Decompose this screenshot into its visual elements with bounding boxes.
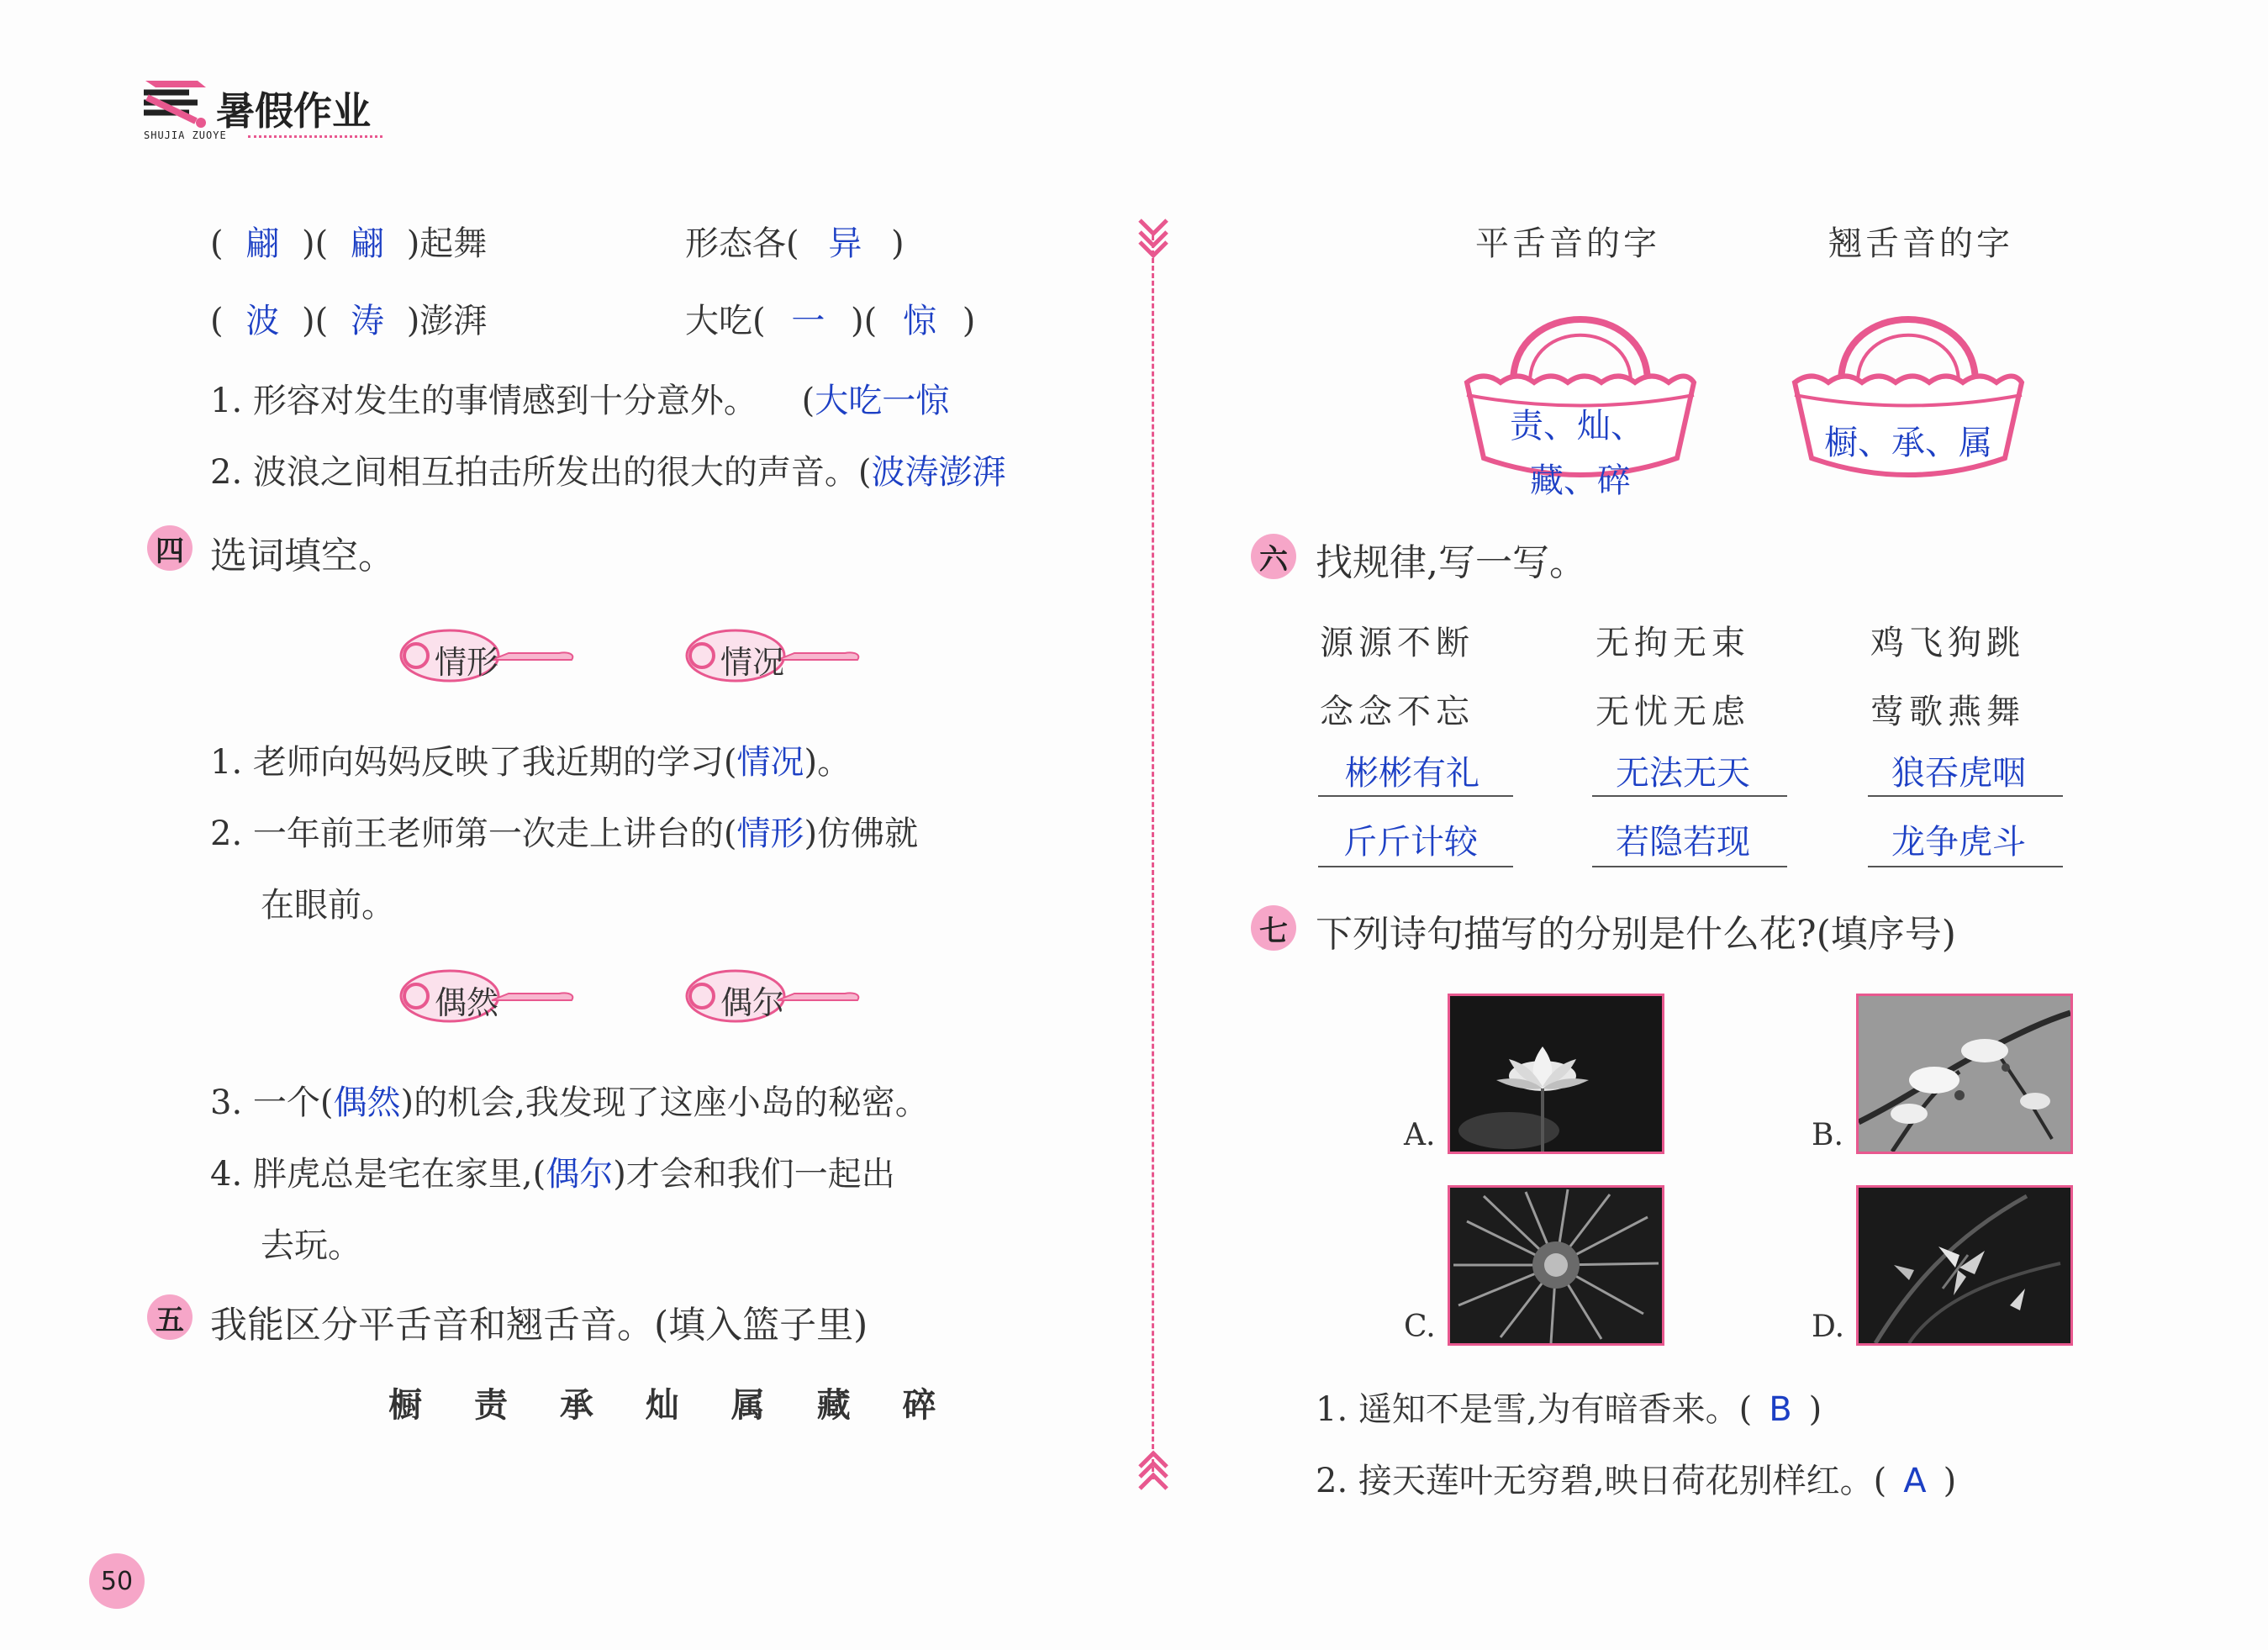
answer-underline — [1318, 866, 1513, 867]
option-label-c: C. — [1404, 1310, 1436, 1344]
answer-idiom: 龙争虎斗 — [1891, 823, 2026, 862]
divider-arrow-bottom-icon — [1137, 1450, 1170, 1492]
character: 藏 — [816, 1386, 851, 1425]
example-idiom: 念念不忘 — [1320, 693, 1474, 731]
answer-text: 偶然 — [333, 1083, 401, 1122]
word-option: 情形 — [435, 644, 499, 681]
example-idiom: 鸡飞狗跳 — [1870, 624, 2025, 662]
answer-text: 异 — [828, 224, 862, 263]
answer-text: 翩 — [245, 224, 280, 263]
answer-text: 大吃一惊 — [815, 382, 950, 420]
example-idiom: 无拘无束 — [1596, 624, 1750, 662]
character: 属 — [731, 1386, 765, 1425]
word-option: 偶尔 — [720, 984, 785, 1021]
section-4-question-2-cont: 在眼前。 — [261, 886, 395, 925]
idiom-row-1a: ( 翩 )( 翩 )起舞 — [210, 224, 488, 263]
word-bubble-ouran — [399, 967, 584, 1025]
answer-idiom: 斤斤计较 — [1343, 823, 1478, 862]
basket-flat-line-1: 责、灿、 — [1510, 407, 1644, 445]
option-label-a: A. — [1404, 1118, 1436, 1152]
orchid-icon — [1859, 1188, 2070, 1343]
answer-text: 翩 — [350, 224, 384, 263]
basket-curl-icon — [1786, 290, 2030, 500]
answer-text: 惊 — [902, 302, 936, 340]
section-7-question-1: 1. 遥知不是雪,为有暗香来。( B ) — [1316, 1390, 1822, 1429]
answer-underline — [1868, 795, 2063, 797]
plum-blossom-icon — [1859, 996, 2070, 1152]
idiom-row-2b: 大吃( 一 )( 惊 ) — [685, 302, 976, 340]
option-label-b: B. — [1812, 1118, 1843, 1152]
answer-idiom: 狼吞虎咽 — [1891, 754, 2026, 793]
answer-idiom: 若隐若现 — [1616, 823, 1750, 862]
answer-text: B — [1769, 1390, 1792, 1429]
answer-underline — [1592, 795, 1787, 797]
section-7-question-2: 2. 接天莲叶无穷碧,映日荷花别样红。( A ) — [1316, 1462, 1957, 1500]
plum-blossom-photo — [1856, 994, 2073, 1154]
header-dotted-line — [248, 135, 382, 138]
section-badge-4: 四 — [147, 525, 193, 571]
answer-text: 情况 — [736, 743, 804, 782]
word-bubble-qingkuang — [685, 626, 870, 685]
character: 碎 — [902, 1386, 936, 1425]
character: 承 — [559, 1386, 593, 1425]
answer-text: 一 — [791, 302, 825, 340]
answer-text: A — [1903, 1462, 1927, 1500]
character-list — [388, 1379, 977, 1426]
idiom-question-1: 1. 形容对发生的事情感到十分意外。 (大吃一惊 — [210, 382, 950, 420]
section-4-question-2: 2. 一年前王老师第一次走上讲台的(情形)仿佛就 — [210, 814, 919, 853]
answer-text: 波涛澎湃 — [871, 453, 1006, 492]
page-number: 50 — [89, 1553, 145, 1609]
section-badge-6: 六 — [1251, 534, 1296, 579]
word-option: 情况 — [720, 644, 785, 681]
character: 橱 — [388, 1386, 422, 1425]
section-7-title: 下列诗句描写的分别是什么花?(填序号) — [1316, 913, 1956, 956]
answer-text: 情形 — [736, 814, 804, 853]
section-5-title: 我能区分平舌音和翘舌音。(填入篮子里) — [210, 1304, 868, 1347]
page-divider — [1152, 235, 1154, 1479]
basket-curl-text: 橱、承、属 — [1824, 424, 1992, 462]
answer-text: 涛 — [350, 302, 384, 340]
orchid-photo — [1856, 1185, 2073, 1346]
word-bubble-qingxing — [399, 626, 584, 685]
lotus-photo — [1448, 994, 1664, 1154]
option-label-d: D. — [1812, 1310, 1845, 1344]
idiom-row-1b: 形态各( 异 ) — [685, 224, 905, 263]
section-badge-5: 五 — [147, 1294, 193, 1340]
section-4-question-3: 3. 一个(偶然)的机会,我发现了这座小岛的秘密。 — [210, 1083, 929, 1122]
lotus-flower-icon — [1450, 996, 1662, 1152]
word-option: 偶然 — [435, 984, 499, 1021]
section-4-question-4-cont: 去玩。 — [261, 1226, 361, 1265]
idiom-question-2: 2. 波浪之间相互拍击所发出的很大的声音。(波涛澎湃 — [210, 453, 1006, 492]
header-subtitle: SHUJIA ZUOYE — [144, 129, 227, 141]
answer-idiom: 彬彬有礼 — [1345, 754, 1479, 793]
section-4-question-1: 1. 老师向妈妈反映了我近期的学习(情况)。 — [210, 743, 852, 782]
answer-underline — [1318, 795, 1513, 797]
divider-arrow-top-icon — [1137, 217, 1170, 259]
chrysanthemum-icon — [1450, 1188, 1662, 1343]
character: 责 — [473, 1386, 508, 1425]
section-6-title: 找规律,写一写。 — [1316, 541, 1586, 584]
chrysanthemum-photo — [1448, 1185, 1664, 1346]
answer-text: 偶尔 — [546, 1155, 614, 1194]
example-idiom: 无忧无虑 — [1596, 693, 1750, 731]
logo-mark-icon — [139, 72, 223, 131]
example-idiom: 源源不断 — [1320, 624, 1474, 662]
answer-text: 波 — [245, 302, 280, 340]
header-logo — [139, 72, 391, 148]
answer-underline — [1868, 866, 2063, 867]
basket-label-flat: 平舌音的字 — [1475, 224, 1660, 263]
example-idiom: 莺歌燕舞 — [1870, 693, 2025, 731]
basket-label-curl: 翘舌音的字 — [1828, 224, 2013, 263]
basket-flat-line-2: 藏、碎 — [1530, 461, 1631, 500]
word-bubble-ouer — [685, 967, 870, 1025]
idiom-row-2a: ( 波 )( 涛 )澎湃 — [210, 302, 488, 340]
answer-underline — [1592, 866, 1787, 867]
answer-idiom: 无法无天 — [1616, 754, 1750, 793]
section-badge-7: 七 — [1251, 905, 1296, 951]
header-title: 暑假作业 — [216, 88, 371, 134]
character: 灿 — [645, 1386, 679, 1425]
section-4-question-4: 4. 胖虎总是宅在家里,(偶尔)才会和我们一起出 — [210, 1155, 895, 1194]
section-4-title: 选词填空。 — [210, 535, 395, 577]
